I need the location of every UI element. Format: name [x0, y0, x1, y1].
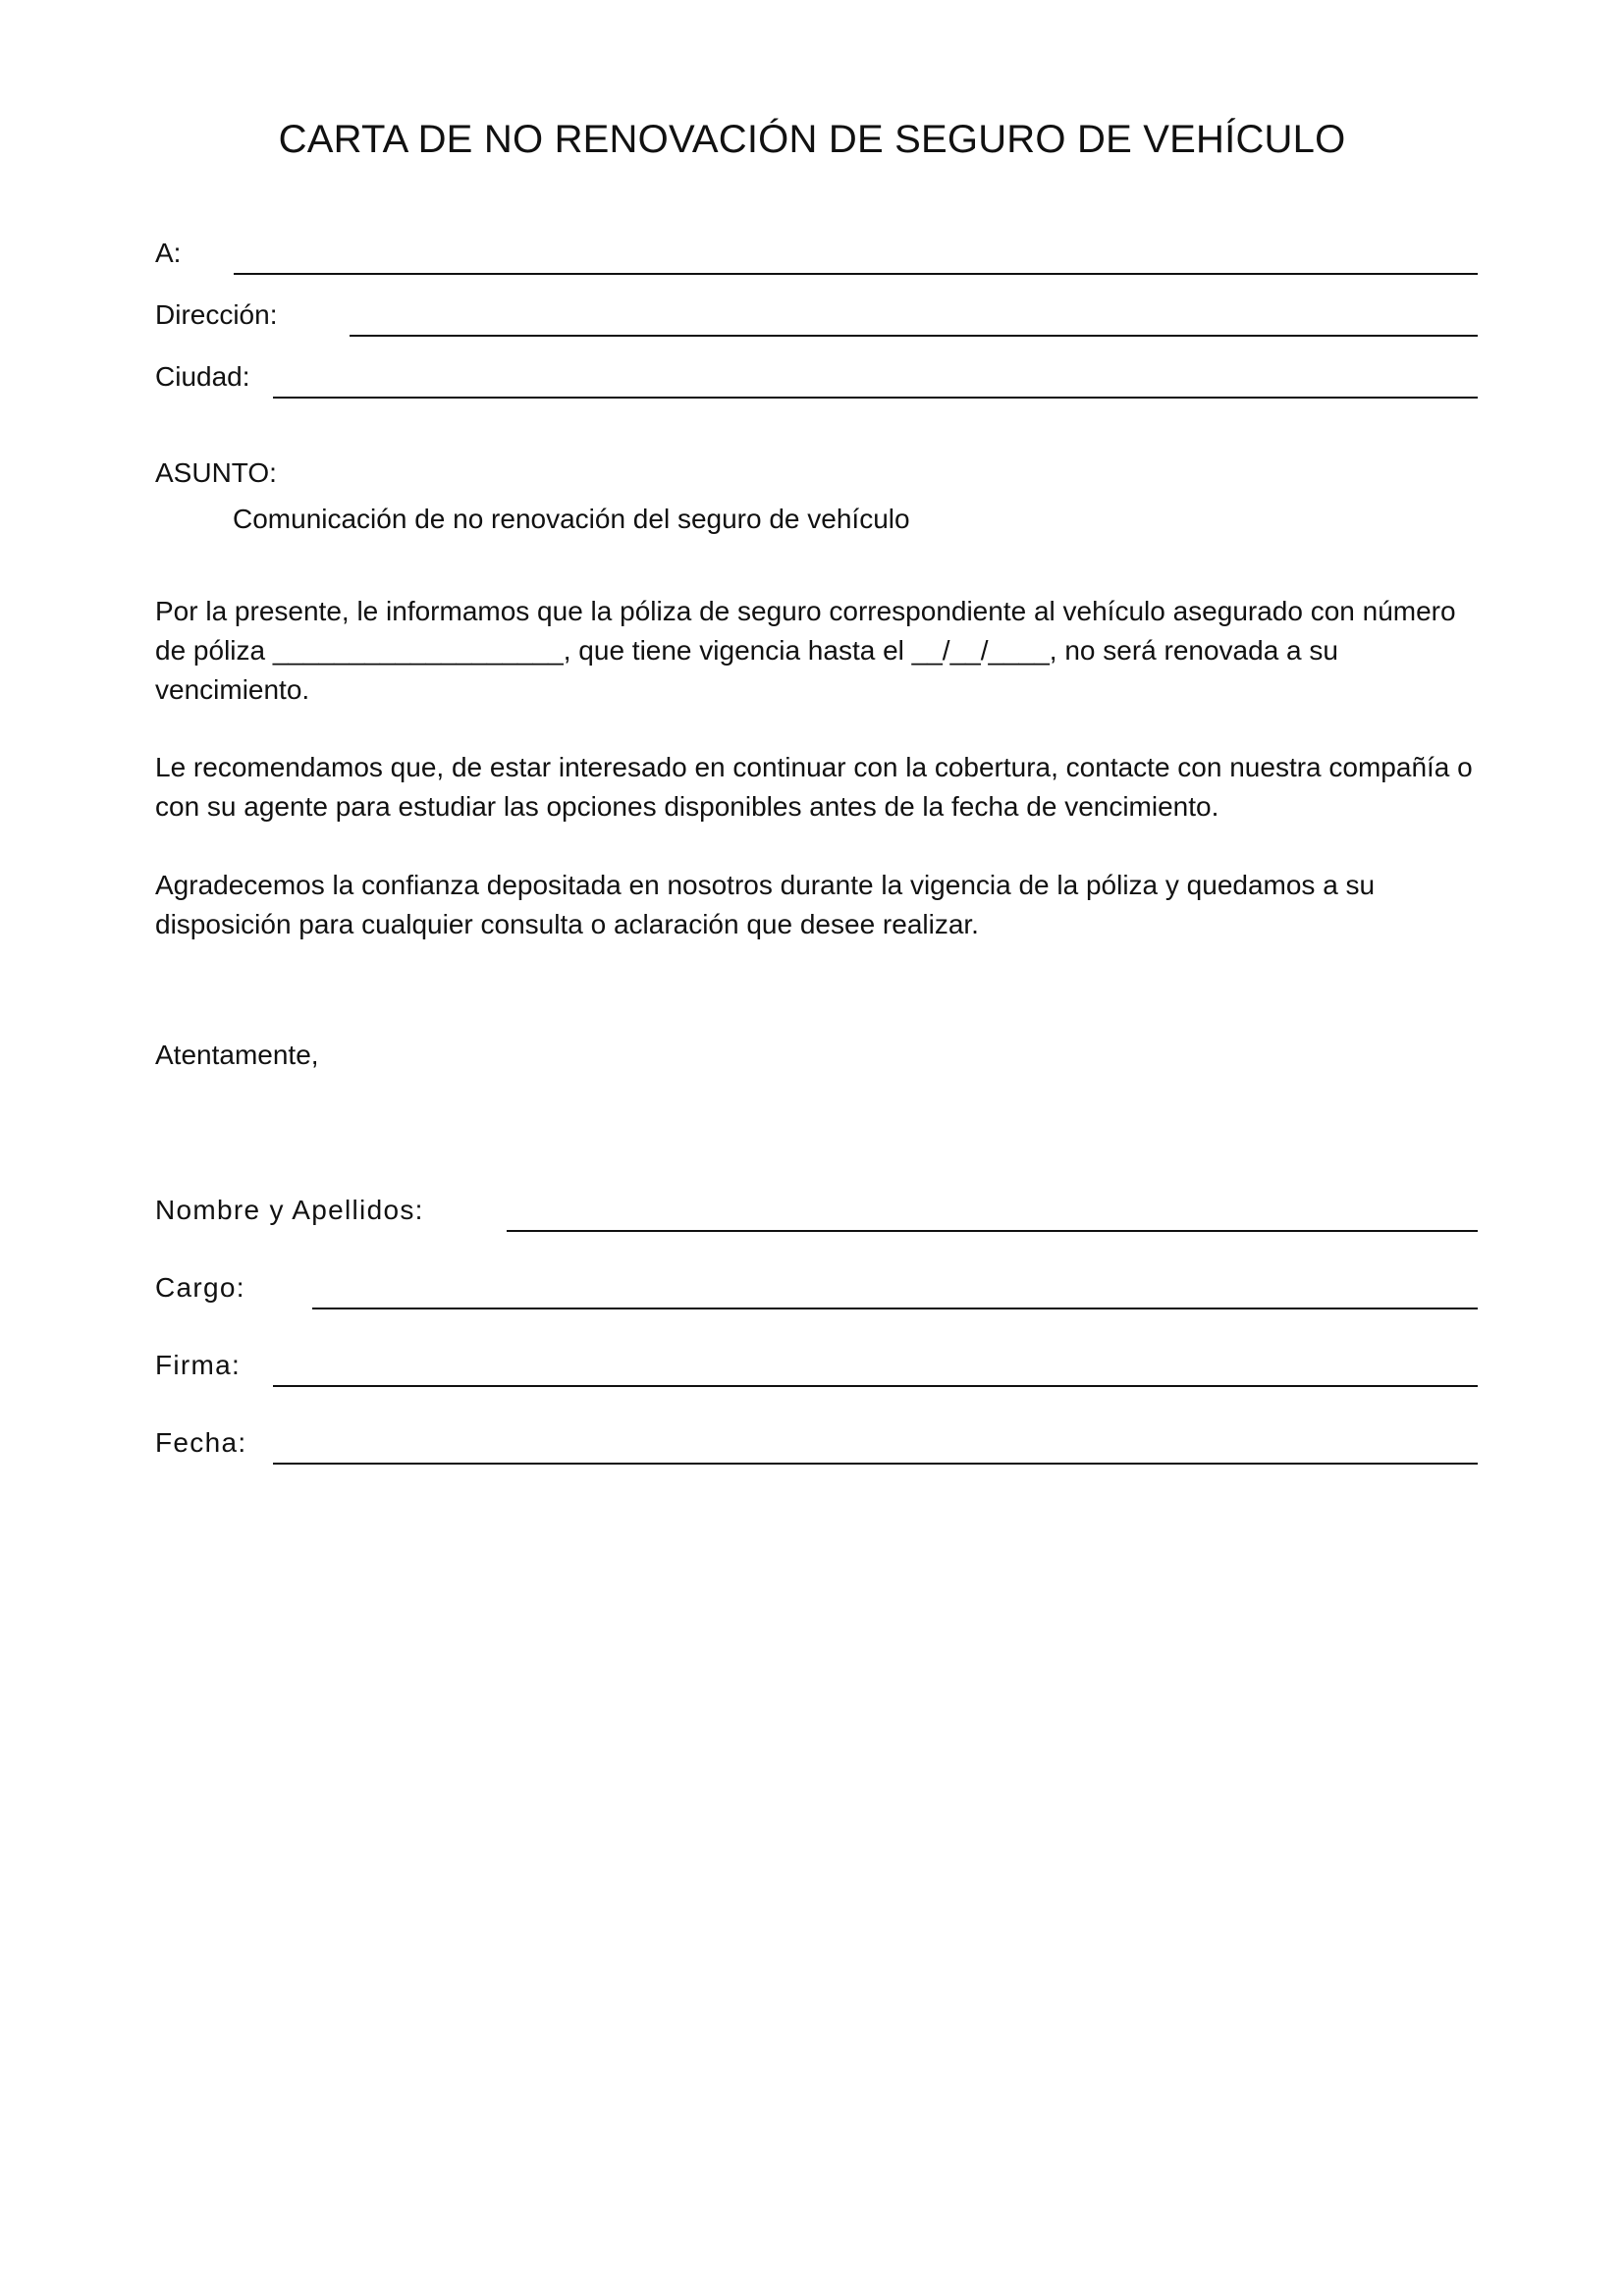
signature-position-field[interactable]	[312, 1308, 1478, 1309]
signature-name-field[interactable]	[507, 1230, 1478, 1232]
recipient-address-field[interactable]	[350, 335, 1478, 337]
signature-position-row	[155, 1270, 1478, 1309]
document-title: CARTA DE NO RENOVACIÓN DE SEGURO DE VEHÍCULO	[278, 118, 1346, 161]
signature-sign-field[interactable]	[273, 1385, 1478, 1387]
signature-sign-label: Firma:	[155, 1350, 242, 1380]
signature-position-label: Cargo:	[155, 1272, 245, 1303]
recipient-address-label: Dirección:	[155, 299, 278, 330]
signature-date-row	[155, 1425, 1478, 1465]
closing-text: Atentamente,	[155, 1040, 319, 1070]
body-paragraph-3: Agradecemos la confianza depositada en nosotros durante la vigencia de la póliza y quedamos a su disposición para cualquier consulta o aclaración que desee realizar.	[155, 870, 1376, 939]
body-paragraph-1: Por la presente, le informamos que la póliza de seguro correspondiente al vehículo asegurado con número de póliza ___________________, que tiene vigencia hasta el __/__/____, no será renovada a su vencimiento.	[155, 596, 1456, 705]
recipient-to-field[interactable]	[234, 273, 1478, 275]
recipient-city-field[interactable]	[273, 397, 1478, 399]
signature-name-label: Nombre y Apellidos:	[155, 1195, 424, 1225]
recipient-address-row	[155, 297, 1478, 337]
recipient-city-label: Ciudad:	[155, 361, 250, 392]
subject-text: Comunicación de no renovación del seguro de vehículo	[233, 504, 910, 534]
recipient-city-row	[155, 359, 1478, 399]
signature-date-field[interactable]	[273, 1463, 1478, 1465]
signature-date-label: Fecha:	[155, 1427, 247, 1458]
subject-label: ASUNTO:	[155, 457, 277, 488]
signature-sign-row	[155, 1348, 1478, 1387]
recipient-to-label: A:	[155, 238, 182, 268]
signature-name-row	[155, 1193, 1478, 1232]
body-paragraph-2: Le recomendamos que, de estar interesado en continuar con la cobertura, contacte con nuestra compañía o con su agente para estudiar las opciones disponibles antes de la fecha de vencimiento.	[155, 752, 1473, 822]
recipient-to-row	[155, 236, 1478, 275]
